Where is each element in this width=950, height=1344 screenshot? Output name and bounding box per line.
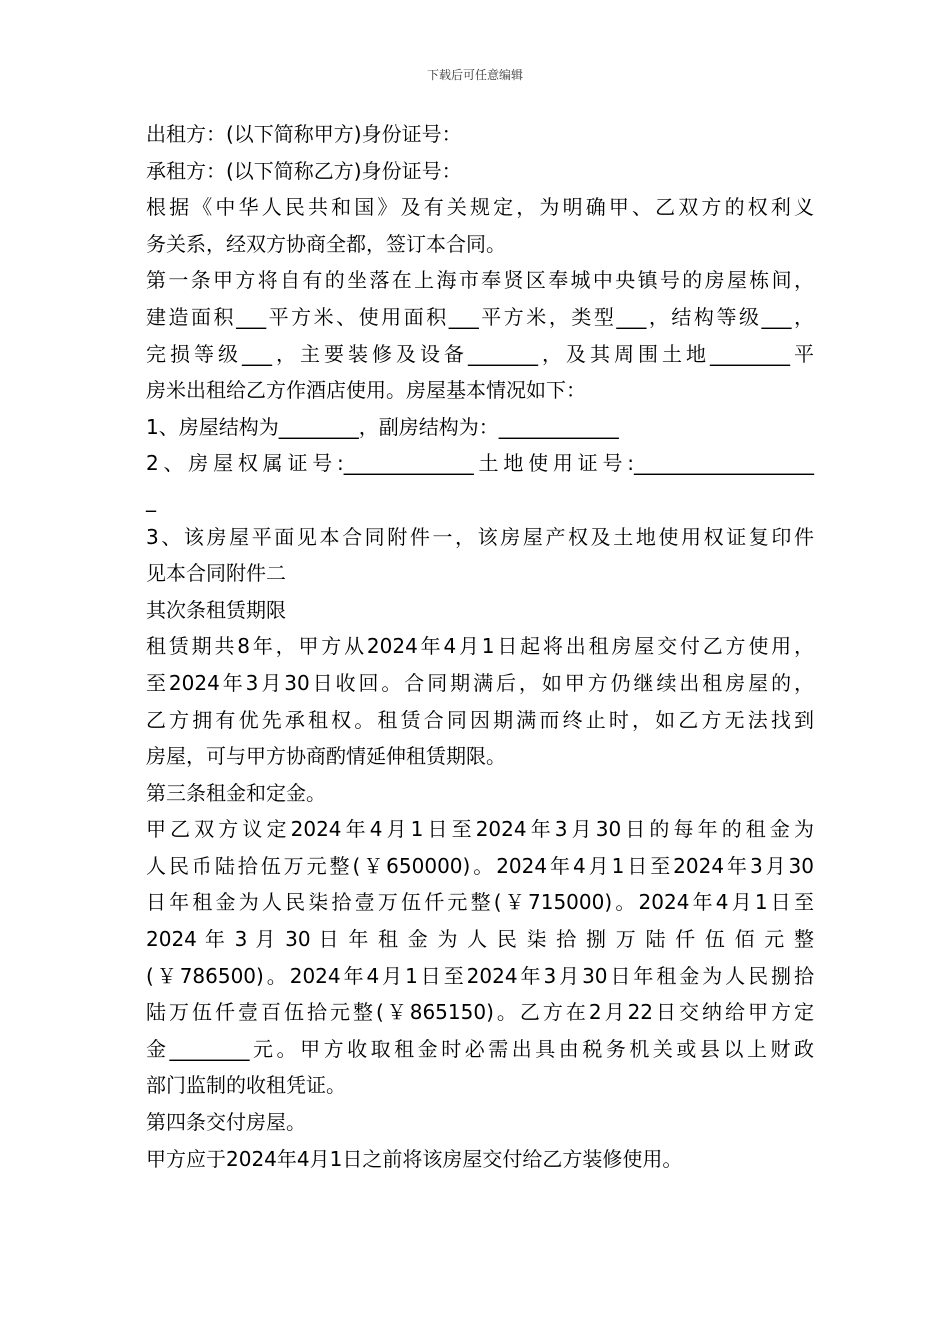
text-line: 根据《中华人民共和国》及有关规定，为明确甲、乙双方的权利义	[146, 195, 814, 220]
text-line: 租赁期共8年，甲方从2024年4月1日起将出租房屋交付乙方使用，	[146, 634, 814, 659]
text-line: 至2024年3月30日收回。合同期满后，如甲方仍继续出租房屋的，	[146, 670, 814, 695]
text-line: 部门监制的收租凭证。	[146, 1073, 346, 1098]
contract-body	[146, 116, 814, 1177]
text-line: 甲乙双方议定2024年4月1日至2024年3月30日的每年的租金为	[146, 817, 814, 842]
text-line: 务关系，经双方协商全都，签订本合同。	[146, 231, 506, 256]
text-line: 建造面积___平方米、使用面积___平方米，类型___，结构等级___，	[146, 304, 814, 329]
text-line: 房屋，可与甲方协商酌情延伸租赁期限。	[146, 744, 506, 769]
text-line: 2024 年 3 月 30 日 年 租 金 为 人 民 柒 拾 捌 万 陆 仟 伍 佰 元 整	[146, 927, 814, 952]
text-line: 出租方：(以下简称甲方)身份证号：	[146, 122, 462, 146]
text-line: 甲方应于2024年4月1日之前将该房屋交付给乙方装修使用。	[146, 1146, 683, 1171]
text-line: 3、该房屋平面见本合同附件一，该房屋产权及土地使用权证复印件	[146, 524, 814, 549]
text-line: 其次条租赁期限	[146, 597, 286, 622]
text-line: 陆万伍仟壹百伍拾元整(￥865150)。乙方在2月22日交纳给甲方定	[146, 1000, 814, 1025]
text-line: 第四条交付房屋。	[146, 1110, 306, 1135]
text-line: 1、房屋结构为________，副房结构为：____________	[146, 414, 619, 439]
text-line: 人民币陆拾伍万元整(￥650000)。2024年4月1日至2024年3月30	[146, 853, 814, 878]
text-line: 2、房屋权属证号:_____________土地使用证号:__________________	[146, 451, 814, 476]
text-line: 承租方：(以下简称乙方)身份证号：	[146, 158, 462, 183]
text-line: 第一条甲方将自有的坐落在上海市奉贤区奉城中央镇号的房屋栋间，	[146, 268, 814, 293]
page-header: 下载后可任意编辑	[426, 68, 523, 82]
text-line: 日年租金为人民柒拾壹万伍仟元整(￥715000)。2024年4月1日至	[146, 890, 814, 915]
text-line: 金________元。甲方收取租金时必需出具由税务机关或县以上财政	[146, 1036, 814, 1061]
text-line: 第三条租金和定金。	[146, 780, 326, 805]
text-line: _	[146, 487, 156, 512]
text-line: 完损等级___，主要装修及设备_______，及其周围土地________平	[146, 341, 814, 366]
text-line: 房米出租给乙方作酒店使用。房屋基本情况如下：	[146, 378, 586, 403]
text-line: (￥786500)。2024年4月1日至2024年3月30日年租金为人民捌拾	[146, 963, 814, 988]
text-line: 见本合同附件二	[146, 561, 286, 586]
text-line: 乙方拥有优先承租权。租赁合同因期满而终止时，如乙方无法找到	[146, 707, 814, 732]
